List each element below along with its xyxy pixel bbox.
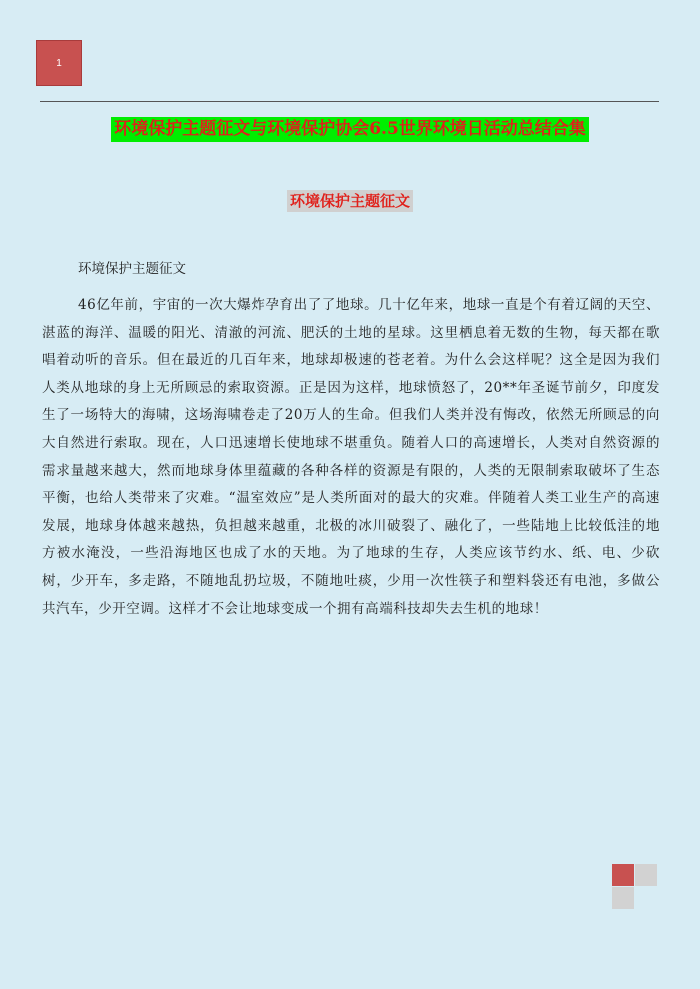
corner-decoration [612, 864, 658, 910]
essay [42, 256, 660, 623]
header-divider [40, 101, 659, 102]
decor-square-red [612, 864, 634, 886]
page-number: 1 [56, 57, 62, 69]
document-title-container [0, 117, 700, 142]
essay-heading: 环境保护主题征文 [78, 261, 186, 277]
page-number-box [36, 40, 82, 86]
document-title: 环境保护主题征文与环境保护协会6.5世界环境日活动总结合集 [111, 117, 589, 142]
section-title: 环境保护主题征文 [287, 190, 413, 212]
decor-square-gray [612, 887, 634, 909]
section-title-container [0, 190, 700, 212]
decor-square-gray [635, 864, 657, 886]
essay-body: 46亿年前，宇宙的一次大爆炸孕育出了了地球。几十亿年来，地球一直是个有着辽阔的天空、湛蓝的海洋、温暖的阳光、清澈的河流、肥沃的土地的星球。这里栖息着无数的生物，每天都在歌唱着动听的音乐。但在最近的几百年来，地球却极速的苍老着。为什么会这样呢？这全是因为我们人类从地球的身上无所顾忌的索取资源。正是因为这样，地球愤怒了，20**年圣诞节前夕，印度发生了一场特大的海啸，这场海啸卷走了20万人的生命。但我们人类并没有悔改，依然无所顾忌的向大自然进行索取。现在，人口迅速增长使地球不堪重负。随着人口的高速增长，人类对自然资源的需求量越来越大，然而地球身体里蕴藏的各种各样的资源是有限的，人类的无限制索取破坏了生态平衡，也给人类带来了灾难。“温室效应”是人类所面对的最大的灾难。伴随着人类工业生产的高速发展，地球身体越来越热，负担越来越重，北极的冰川破裂了、融化了，一些陆地上比较低洼的地方被水淹没，一些沿海地区也成了水的天地。为了地球的生存，人类应该节约水、纸、电、少砍树，少开车，多走路，不随地乱扔垃圾，不随地吐痰，少用一次性筷子和塑料袋还有电池，多做公共汽车，少开空调。这样才不会让地球变成一个拥有高端科技却失去生机的地球！ [42, 297, 660, 617]
